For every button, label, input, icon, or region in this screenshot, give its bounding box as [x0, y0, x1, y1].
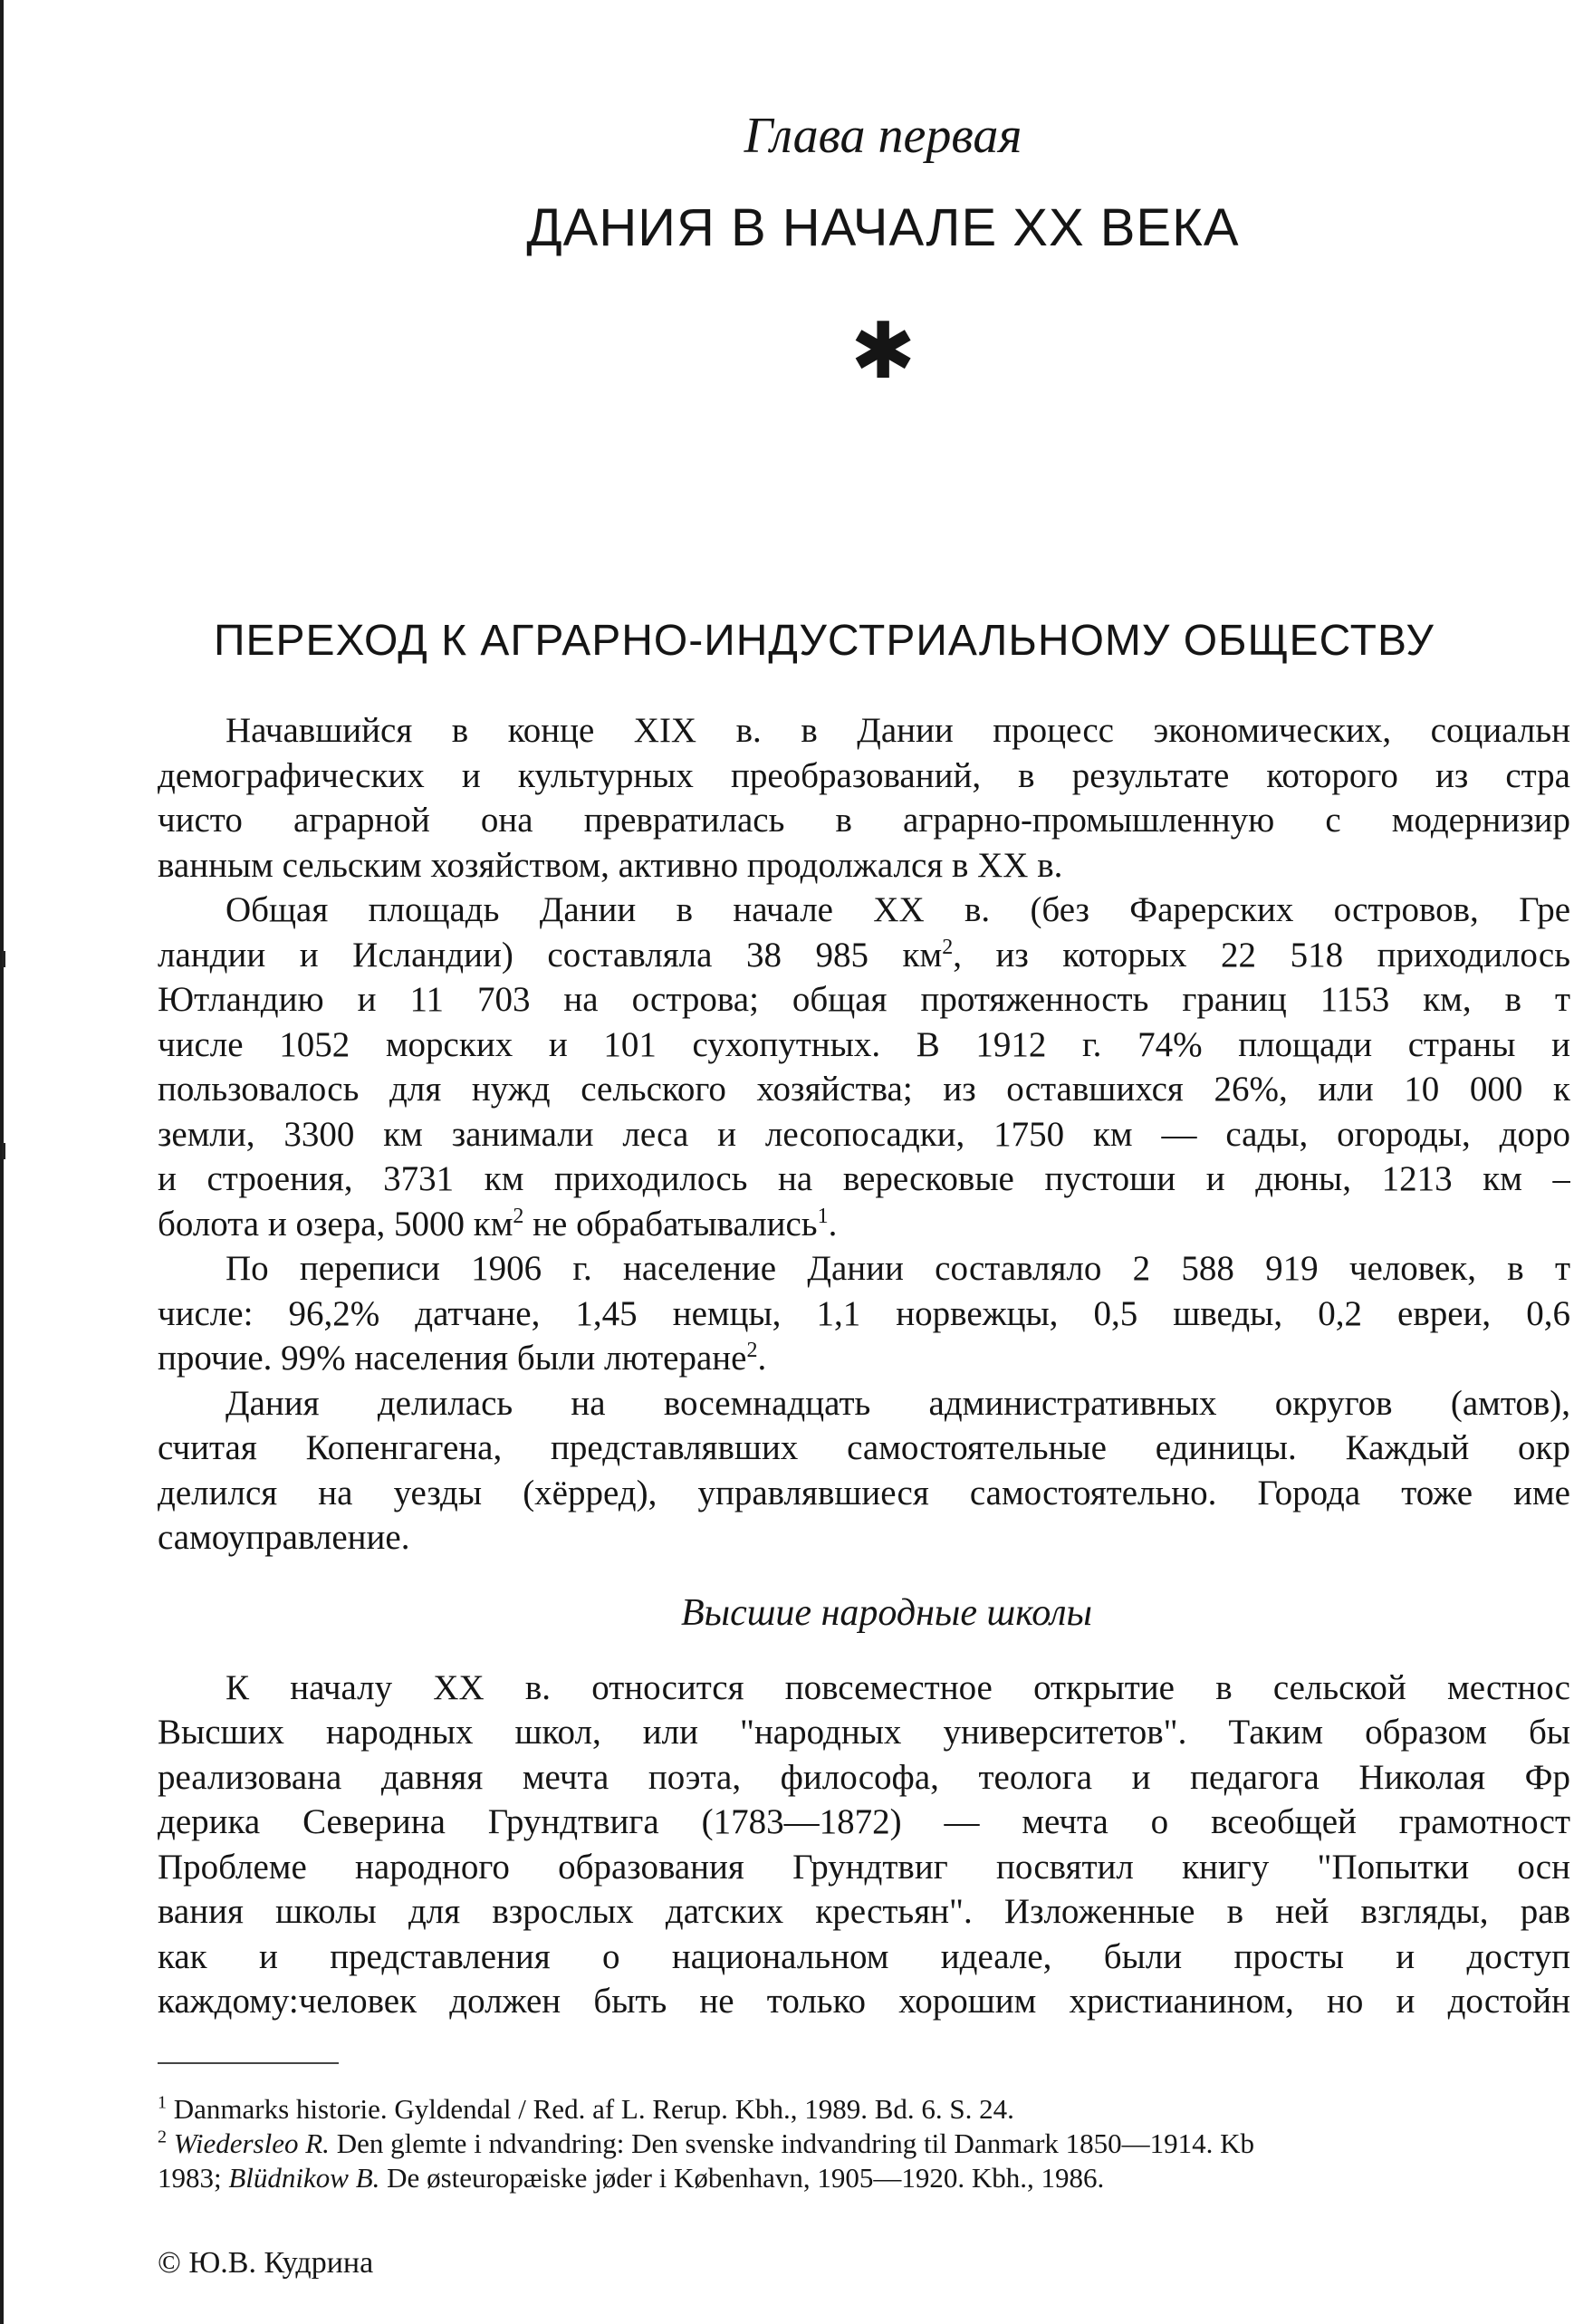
text-line: числе: 96,2% датчане, 1,45 немцы, 1,1 норвежцы, 0,5 шведы, 0,2 евреи, 0,6 [158, 1293, 1570, 1333]
text-fragment: ландии и Исландии) составляла 38 985 км [158, 935, 943, 975]
period: . [757, 1339, 767, 1378]
text-line [158, 1202, 1570, 1247]
section-title: ПЕРЕХОД К АГРАРНО-ИНДУСТРИАЛЬНОМУ ОБЩЕСТВУ [214, 617, 1435, 665]
footnote-1 [158, 2092, 1570, 2127]
text-line: числе 1052 морских и 101 сухопутных. В 1912 г. 74% площади страны и [158, 1024, 1570, 1064]
text-line [158, 1336, 1570, 1381]
chapter-label: Глава первая [744, 108, 1022, 164]
text-line: Общая площадь Дании в начале XX в. (без Фарерских островов, Гре [226, 890, 1570, 929]
superscript: 2 [942, 935, 954, 959]
text-line: каждому:человек должен быть не только хорошим христианином, но и достойн [158, 1982, 1570, 2021]
text-line: Начавшийся в конце XIX в. в Дании процесс экономических, социальн [226, 711, 1570, 750]
footnote-ref: 2 [746, 1339, 758, 1362]
footnote-number: 1 [158, 2092, 167, 2113]
text-line: По переписи 1906 г. население Дании составляло 2 588 919 человек, в т [226, 1249, 1570, 1288]
footnote-text: Den glemte i ndvandring: Den svenske indvandring til Danmark 1850—1914. Kb [329, 2127, 1255, 2159]
asterisk-ornament-icon: ✱ [849, 306, 916, 397]
copyright: © Ю.В. Кудрина [158, 2246, 374, 2280]
footnote-text: De østeuropæiske jøder i København, 1905—1920. Kbh., 1986. [379, 2162, 1105, 2194]
footnote-text: Danmarks historie. Gyldendal / Red. af L. Rerup. Kbh., 1989. Bd. 6. S. 24. [173, 2093, 1014, 2125]
text-line: Высших народных школ, или "народных университетов". Таким образом бы [158, 1713, 1570, 1752]
footnote-ref: 1 [817, 1204, 829, 1228]
text-fragment: болота и озера, 5000 км [158, 1204, 513, 1244]
text-line: вания школы для взрослых датских крестьян". Изложенные в ней взгляды, рав [158, 1892, 1570, 1931]
footnote-author: Wiedersleo R. [173, 2127, 330, 2159]
footnote-divider [158, 2062, 339, 2064]
text-line: демографических и культурных преобразований, в результате которого из стра [158, 755, 1570, 795]
text-line [158, 933, 1570, 978]
text-line: земли, 3300 км занимали леса и лесопосадки, 1750 км — сады, огороды, доро [158, 1114, 1570, 1154]
text-line: дерика Северина Грундтвига (1783—1872) — мечта о всеобщей грамотност [158, 1802, 1570, 1841]
text-line: ванным сельским хозяйством, активно продолжался в XX в. [158, 845, 1063, 885]
text-fragment: , из которых 22 518 приходилось [953, 935, 1570, 975]
footnote-text: 1983; [158, 2162, 229, 2194]
superscript: 2 [513, 1204, 524, 1228]
text-line: самоуправление. [158, 1518, 410, 1557]
footnote-2-cont [158, 2161, 1570, 2195]
period: . [828, 1204, 838, 1244]
text-line: как и представления о национальном идеале, были просты и доступ [158, 1936, 1570, 1976]
text-line: К началу XX в. относится повсеместное открытие в сельской местнос [226, 1667, 1570, 1707]
text-line: считая Копенгагена, представлявших самостоятельные единицы. Каждый окр [158, 1428, 1570, 1467]
text-line: делился на уезды (хёрред), управлявшиеся самостоятельно. Города тоже име [158, 1473, 1570, 1513]
text-line: Проблеме народного образования Грундтвиг посвятил книгу "Попытки осн [158, 1847, 1570, 1887]
footnote-author: Blüdnikow B. [228, 2162, 380, 2194]
footnotes [158, 2092, 1570, 2195]
body-text [158, 708, 1570, 2024]
text-fragment: прочие. 99% населения были лютеране [158, 1339, 747, 1378]
text-line: чисто аграрной она превратилась в аграрно-промышленную с модернизир [158, 801, 1570, 840]
chapter-title: ДАНИЯ В НАЧАЛЕ XX ВЕКА [526, 198, 1240, 257]
subheading: Высшие народные школы [680, 1591, 1092, 1634]
text-fragment: не обрабатывались [523, 1204, 818, 1244]
text-line: и строения, 3731 км приходилось на вересковые пустоши и дюны, 1213 км – [158, 1159, 1570, 1198]
text-line: реализована давняя мечта поэта, философа, теолога и педагога Николая Фр [158, 1757, 1570, 1797]
footnote-number: 2 [158, 2127, 167, 2147]
footnote-2 [158, 2127, 1570, 2161]
text-line: Ютландию и 11 703 на острова; общая протяженность границ 1153 км, в т [158, 980, 1570, 1019]
text-line: Дания делилась на восемнадцать административных округов (амтов), [226, 1383, 1570, 1423]
text-line: пользовалось для нужд сельского хозяйства; из оставшихся 26%, или 10 000 к [158, 1070, 1570, 1109]
